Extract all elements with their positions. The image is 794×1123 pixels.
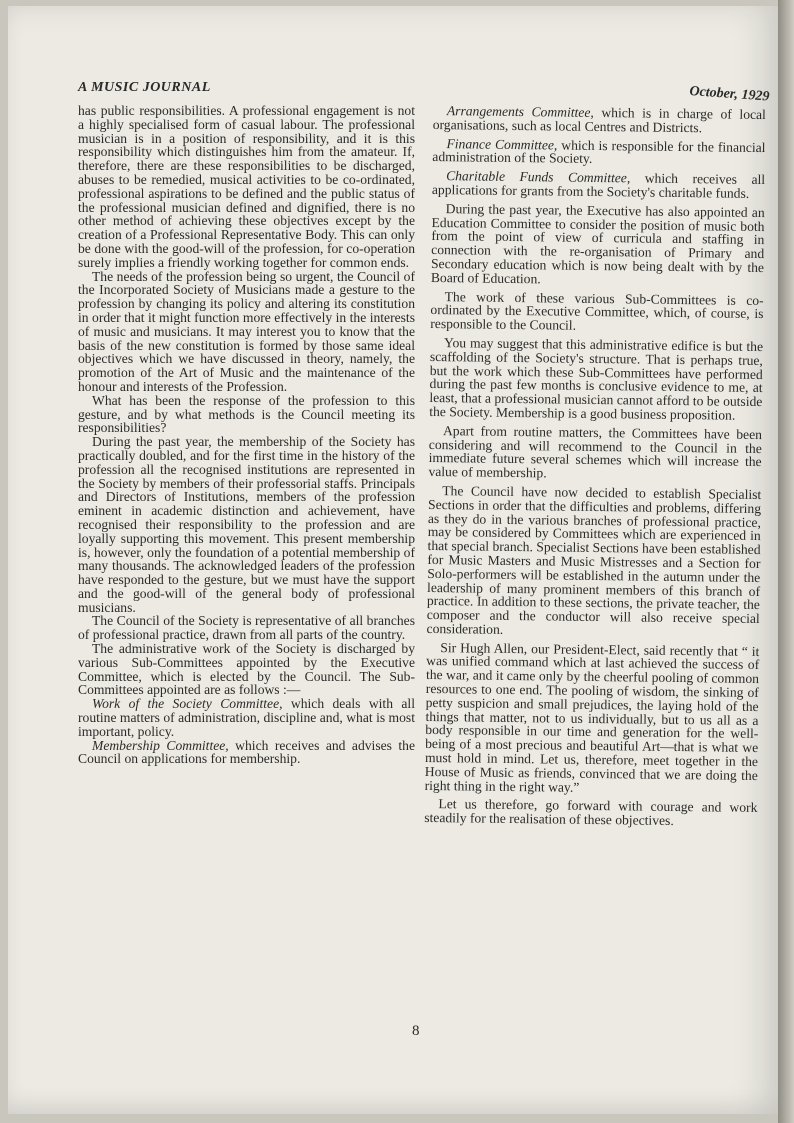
left-column [78, 104, 415, 766]
committee-name: Work of the Society Committee, [92, 696, 283, 712]
page-number: 8 [412, 1023, 420, 1039]
issue-date: October, 1929 [688, 84, 770, 105]
page-edge-shadow [778, 0, 794, 1123]
paragraph: Let us therefore, go forward with courage and work steadily for the realisation of these objectives. [424, 796, 758, 829]
paragraph: has public responsibilities. A professional engagement is not a highly specialised form of casual labour. The professional musician is in a position of responsibility, and it is this responsibility which distinguishes him from the amateur. If, therefore, there are these responsibilities to be discharged, abuses to be remedied, musical activities to be co-ordinated, professional aspirations to be defined and the public status of the professional musician defined and dignified, there is no other method of achieving these objectives except by the creation of a Professional Representative Body. This can only be done with the good-will of the profession, for co-operation surely implies a friendly working together for common ends. [78, 103, 415, 270]
paragraph: The Council have now decided to establish Specialist Sections in order that the difficulties and problems, differing as they do in the various branches of professional practice, may be considered by Committees which are experienced in that special branch. Specialist Sections have been established for Music Masters and Music Mistresses and a Section for Solo-performers will be established in the autumn under the leadership of many prominent members of this branch of practice. In addition to these sections, the private teacher, the composer and the conductor will also receive special consideration. [426, 483, 762, 637]
committee-name: Finance Committee, [446, 135, 558, 153]
committee-description: which is responsible for the financial administration of the Society. [432, 137, 766, 167]
paragraph: You may suggest that this administrative edifice is but the scaffolding of the Society's structure. That is perhaps true, but the work which these Sub-Committees have performed during the past few months is conclusive evidence to me, at least, that a professional musician cannot afford to be outside the Society. Membership is a good business proposition. [429, 335, 764, 423]
committee-paragraph [432, 137, 765, 169]
committee-description: which is in charge of local organisations, such as local Centres and Districts. [432, 104, 766, 136]
paragraph: The needs of the profession being so urgent, the Council of the Incorporated Society of Musicians made a gesture to the profession by changing its policy and altering its constitution in order that it might function more effectively in the interests of music and musicians. It may interest you to know that the basis of the new constitution is formed by those same ideal objectives which we have discussed in theory, namely, the promotion of the Art of Music and the maintenance of the honour and interests of the Profession. [78, 268, 415, 394]
paragraph: What has been the response of the profession to this gesture, and by what methods is the Council meeting its responsibilities? [78, 392, 415, 436]
paragraph: Apart from routine matters, the Committees have been considering and will recommend to the Council in the immediate future several schemes which will increase the value of membership. [428, 422, 763, 481]
journal-title: A MUSIC JOURNAL [78, 80, 211, 95]
committee-paragraph [78, 697, 415, 738]
paragraph: During the past year, the membership of the Society has practically doubled, and for the first time in the history of the profession all the recognised institutions are represented in the Society by members of their professorial staffs. Principals and Directors of Institutions, members of the profession eminent in academic distinction and achievement, have recognised their responsibility to the profession and are loyally supporting this movement. This present membership is, however, only the foundation of a potential membership of many thousands. The acknowledged leaders of the profession have responded to the gesture, but we must have the support and the good-will of the general body of professional musicians. [78, 434, 415, 615]
committee-paragraph [432, 169, 765, 201]
paragraph: During the past year, the Executive has also appointed an Education Committee to consider the position of music both from the point of view of curricula and staffing in connection with the re-organisation of Primary and Secondary education which is now being dealt with by the Board of Education. [430, 200, 765, 287]
quotation-paragraph: Sir Hugh Allen, our President-Elect, said recently that “ it was unified command which at last achieved the success of the war, and it came only by the cheerful pooling of common resources to one end. The pooling of wisdom, the sinking of petty suspicion and small prejudices, the laying hold of the things that matter, not to us individually, but to us all as a body responsible in our time and generation for the well-being of a most precious and beautiful Art—that is what we must hold in mind. Let us, therefore, meet together in the House of Music as friends, convinced that we are doing the right thing in the right way.” [424, 639, 760, 795]
committee-description: which deals with all routine matters of administration, discipline and, what is most important, policy. [78, 696, 415, 739]
paragraph: The work of these various Sub-Committees is co-ordinated by the Executive Committee, which, of course, is responsible to the Council. [430, 288, 764, 333]
committee-paragraph [433, 104, 766, 136]
right-column [424, 104, 766, 829]
committee-name: Membership Committee, [92, 737, 229, 753]
committee-name: Charitable Funds Committee, [446, 168, 631, 186]
committee-description: which receives all applications for grants from the Society's charitable funds. [431, 170, 766, 201]
committee-name: Arrangements Committee, [446, 103, 594, 120]
paragraph: The administrative work of the Society is discharged by various Sub-Committees appointed by the Executive Committee, which is elected by the Council. The Sub-Committees appointed are as follows :— [78, 641, 415, 698]
committee-description: which receives and advises the Council on applications for membership. [78, 737, 415, 767]
paragraph: The Council of the Society is representative of all branches of professional practice, drawn from all parts of the country. [78, 613, 415, 643]
committee-paragraph [78, 739, 415, 767]
